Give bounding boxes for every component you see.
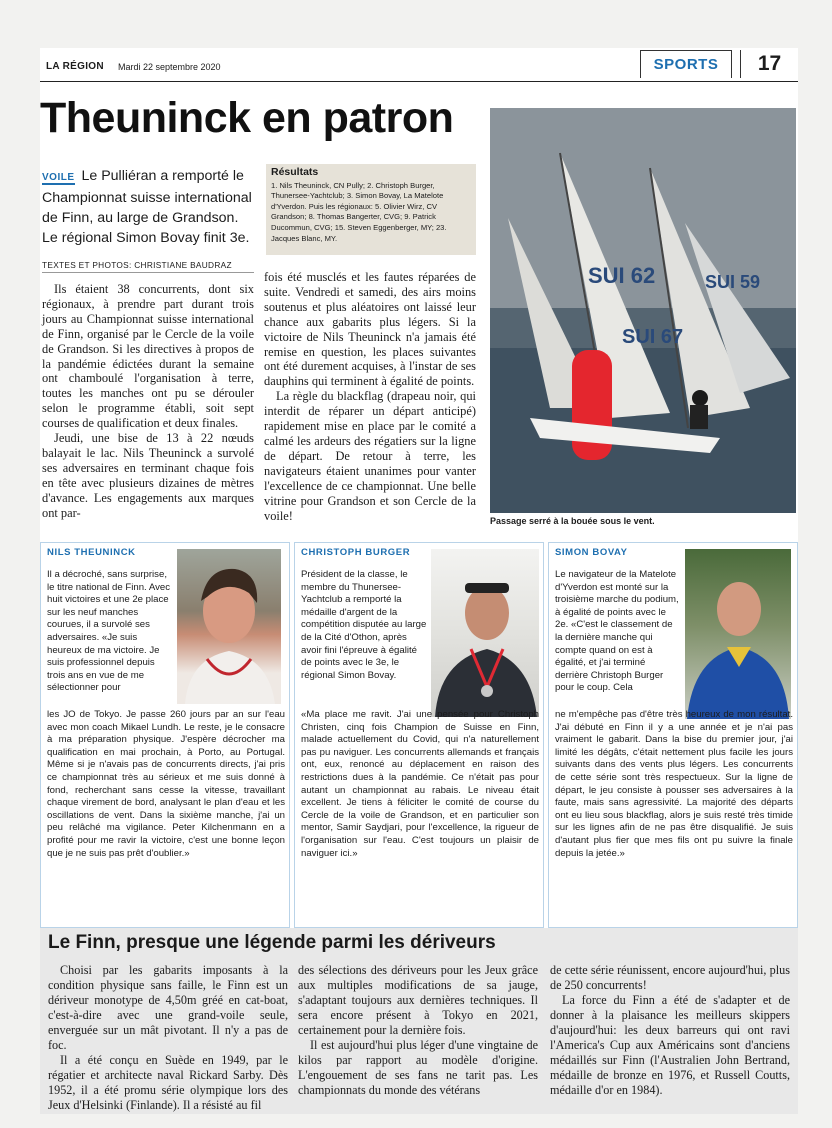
article-paragraph: Ils étaient 38 concurrents, dont six régionaux, à prendre part durant trois jours au Championnat suisse international de Finn, organisé par le Cercle de la voile de Grandson. Si les directives à propos de la pandémie édictées durant la semaine ont chamboulé l'organisation à terre, toutes les manches ont pu se dérouler selon le programme établi, soit sept courses de qualification et deux finales. (42, 282, 254, 431)
person-silhouette (431, 549, 539, 717)
sidebar-paragraph: Il a été conçu en Suède en 1949, par le régatier et architecte naval Rickard Sarby. Dès 1952, il a été promu série olympique lors des Jeux d'Helsinki (Finlande). Il a résisté au fil (48, 1053, 288, 1112)
profile-box-bovay (548, 542, 798, 928)
sail-number-label: SUI 67 (622, 326, 684, 348)
sidebar-paragraph: Choisi par les gabarits imposants à la condition physique sans faille, le Finn est un dériveur monotype de 4,50m gréé en cat-boat, c'est-à-dire avec une grand-voile seule, enverguée sur un mât pivotant. Il n'y a pas de foc. (48, 963, 288, 1052)
article-paragraph: Jeudi, une bise de 13 à 22 nœuds balayait le lac. Nils Theuninck a survolé ses adversaires en terminant chaque fois en tête avec plusieurs dizaines de mètres d'avance. Les engagements aux marques ont par- (42, 431, 254, 520)
box-title: NILS THEUNINCK (47, 547, 136, 558)
person-silhouette (685, 549, 791, 719)
box-intro: Il a décroché, sans surprise, le titre national de Finn. Avec huit victoires et une 2e place sur les neuf manches courues, il a survolé ses adversaires. «Je suis heureux de ma victoire. Je suis professionnel depuis trois ans en vue de me sélectionner pour (47, 569, 171, 694)
box-body: ne m'empêche pas d'être très heureux de mon résultat. J'ai débuté en Finn il y a une année et je n'ai pas vraiment le gabarit. Dans la bise du premier jour, j'ai limité les dégâts, c'était nettement plus facile les jours suivants dans des vents plus légers. Les concurrents de cette série sont très respectueux. Sur la ligne de départ, le jeu consiste à pousser ses adversaires à la faute, mais sans agressivité. La majorité des départs ont eu lieu sous blackflag, alors je suis resté très timide sur les lignes afin de ne pas être disqualifié. Je suis d'autant plus fier que mes fils ont pu suivre la finale depuis la jetée.» (555, 709, 793, 859)
sidebar-paragraph: des sélections des dériveurs pour les Jeux grâce aux multiples modifications de sa jauge, s'adaptant toujours aux dernières techniques. Il sera encore présent à Tokyo en 2021, certainement pour la dernière fois. (298, 963, 538, 1037)
sidebar-column-1 (48, 963, 288, 1113)
article-paragraph: La règle du blackflag (drapeau noir, qui interdit de réparer un départ anticipé) rapidement mise en place par le comité a calmé les ardeurs des régatiers sur la ligne de départ. De retour à terre, les navigateurs étaient unanimes pour vanter l'excellence de ce championnat. Une belle vitrine pour Grandson et son Cercle de la voile! (264, 389, 476, 523)
newspaper-page (40, 48, 798, 1114)
sailing-scene (490, 108, 796, 513)
box-body: «Ma place me ravit. J'ai une pensée pour Christoph Christen, cinq fois Champion de Suisse en Finn, malade actuellement du Covid, qui n'a naturellement pas pu naviguer. Les concurrents allemands et français ont, eux, renoncé au déplacement en raison des restrictions dues à la pandémie. Ce n'était pas pour autant un championnat au rabais. Le niveau était excellent. Je tiens à féliciter le comité de course du Cercle de la voile de Grandson, et en particulier son mentor, Samir Saydjari, pour l'excellence, la rigueur de l'organisation sur l'eau. C'est toujours un plaisir de naviguer ici.» (301, 709, 539, 859)
portrait-photo (685, 549, 791, 719)
issue-date: Mardi 22 septembre 2020 (118, 62, 221, 72)
article-column-2 (264, 270, 476, 523)
sidebar-column-3 (550, 963, 790, 1098)
portrait-photo (431, 549, 539, 717)
box-intro: Le navigateur de la Matelote d'Yverdon est monté sur la troisième marche du podium, à égalité de points avec le 2e. «C'est le classement de la dernière manche qui compte quand on est à égalité, et j'ai terminé derrière Christoph Burger pour le coup. Cela (555, 569, 679, 694)
box-title: SIMON BOVAY (555, 547, 628, 558)
publication-name: LA RÉGION (46, 61, 104, 72)
results-box (266, 164, 476, 255)
sidebar-paragraph: Il est aujourd'hui plus léger d'une vingtaine de kilos par rapport au modèle d'origine. L'engouement de ses fans ne tarit pas. Les championnats du monde des vétérans (298, 1038, 538, 1097)
sidebar-paragraph: La force du Finn a été de s'adapter et de donner à la plaisance les meilleurs skippers d'aujourd'hui: les deux barreurs qui ont ravi l'America's Cup aux Américains sont d'anciens médaillés sur Finn (l'Australien John Bertrand, médaille de bronze en 1976, et Russell Coutts, médaille d'or en 1984). (550, 993, 790, 1097)
lead-text: Le Pulliéran a remporté le Championnat suisse international de Finn, au large de Grandson. Le régional Simon Bovay finit 3e. (42, 168, 252, 246)
sidebar-paragraph: de cette série réunissent, encore aujourd'hui, plus de 250 concurrents! (550, 963, 790, 992)
sailing-photo (490, 108, 796, 513)
box-body: les JO de Tokyo. Je passe 260 jours par an sur l'eau avec mon coach Mikael Lundh. Le reste, je le consacre à ma préparation physique. J'espère décrocher ma qualification en mai prochain, à Porto, au Portugal. Même si je n'avais pas de concurrents directs, j'ai pris ce championnat très au sérieux et me suis donné à fond, recherchant sans cesse la vitesse, travaillant chaque virement de bord, analysant le plan d'eau et les oscillations de vent. Dans la sixième manche, j'ai un peu relâché ma vigilance. Peter Kilchenmann en a profité pour me ravir la victoire, c'est une bonne leçon que je ne suis pas prêt d'oublier.» (47, 709, 285, 859)
portrait-photo (177, 549, 281, 704)
page-number: 17 (740, 50, 798, 78)
sidebar-title: Le Finn, presque une légende parmi les dériveurs (48, 932, 496, 953)
results-title: Résultats (271, 166, 319, 178)
article-column-1 (42, 282, 254, 521)
person-silhouette (177, 549, 281, 704)
profile-box-theuninck (40, 542, 290, 928)
box-intro: Président de la classe, le membre du Thunersee-Yachtclub a remporté la médaille d'argent de la compétition disputée au large de la Cité d'Othon, après avoir fini l'épreuve à égalité de points avec le 3e, le régional Simon Bovay. (301, 569, 427, 681)
results-text: 1. Nils Theuninck, CN Pully; 2. Christoph Burger, Thunersee-Yachtclub; 3. Simon Bovay, La Matelote d'Yverdon. Puis les régionaux: 5. Olivier Wirz, CV Grandson; 8. Thomas Bangerter, CVG; 9. Patrick Ducommun, CVG; 15. Steven Eggenberger, MY; 23. Jacques Blanc, MY. (271, 180, 447, 243)
lead-paragraph (42, 166, 254, 248)
headline: Theuninck en patron (40, 94, 454, 142)
sidebar-column-2 (298, 963, 538, 1098)
profile-box-burger (294, 542, 544, 928)
sail-number-label: SUI 59 (705, 272, 761, 292)
article-paragraph: fois été musclés et les fautes réparées de suite. Vendredi et samedi, des airs moins soutenus et plus aléatoires ont laissé leur chance aux gabarits plus légers. Si la victoire de Nils Theuninck n'a jamais été remise en question, les places suivantes ont été durement acquises, à l'instar de ses dauphins qui terminent à égalité de points. (264, 270, 476, 389)
section-label: SPORTS (640, 50, 732, 78)
box-title: CHRISTOPH BURGER (301, 547, 411, 558)
page-header (40, 48, 798, 82)
byline-credit: TEXTES ET PHOTOS: CHRISTIANE BAUDRAZ (42, 260, 254, 273)
rubric-tag: VOILE (42, 172, 75, 183)
photo-caption: Passage serré à la bouée sous le vent. (490, 516, 655, 526)
sail-number-label: SUI 62 (588, 263, 656, 288)
